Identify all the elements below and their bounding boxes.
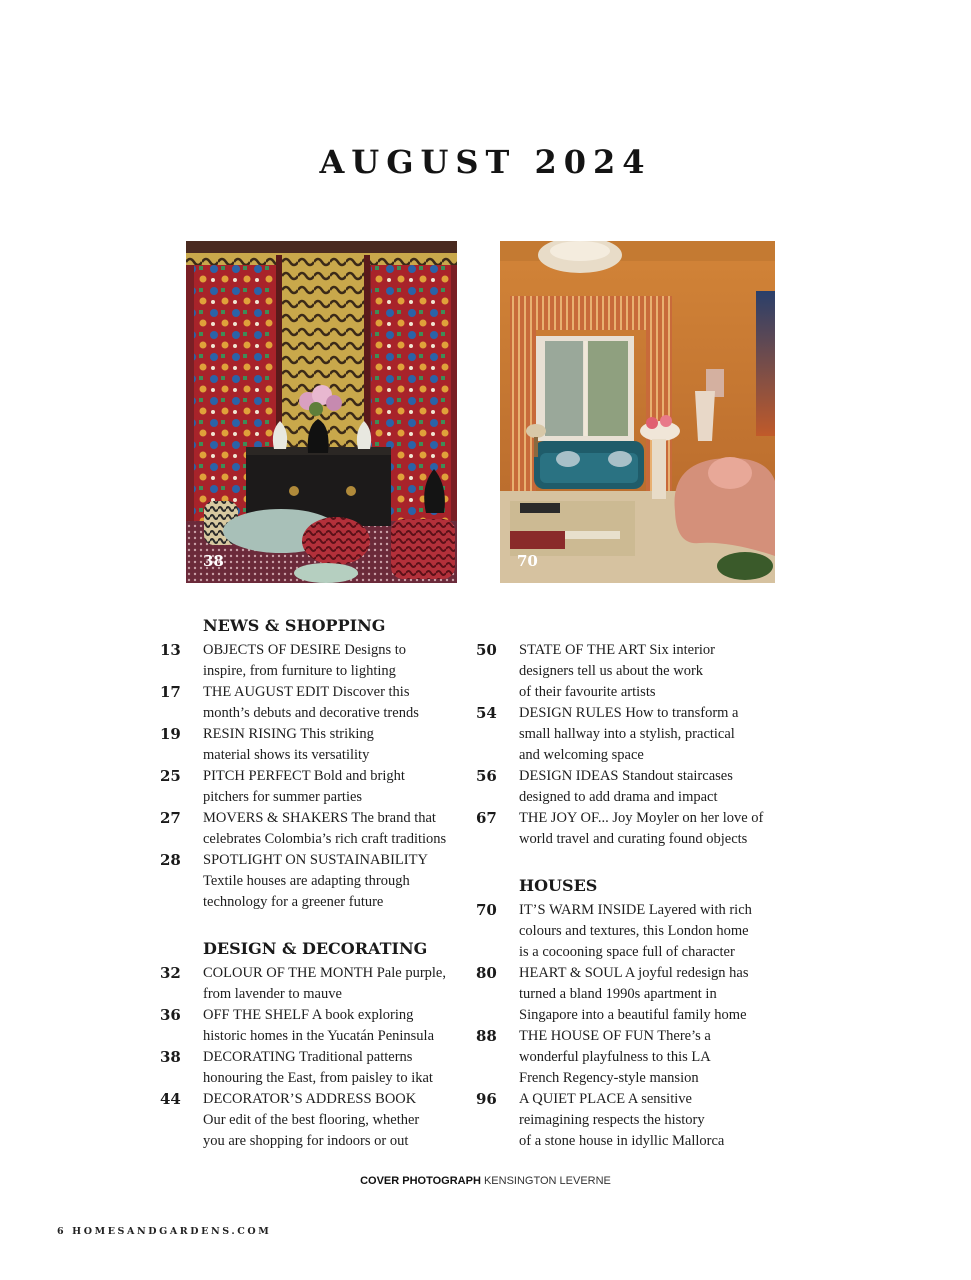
page-number: 28: [160, 851, 181, 869]
entry-description: [203, 640, 406, 682]
entry-line: of their favourite artists: [519, 684, 656, 700]
entry-description: [203, 1005, 434, 1047]
page-number: 50: [476, 641, 497, 659]
entry-line: inspire, from furniture to lighting: [203, 663, 396, 679]
page-number: 80: [476, 964, 497, 982]
contents-entry[interactable]: [160, 1089, 470, 1152]
entry-line: designed to add drama and impact: [519, 789, 718, 805]
interior-photo-warm-living-room-icon: [500, 241, 775, 583]
entry-line: DESIGN IDEAS Standout staircases: [519, 768, 733, 784]
page-number: 96: [476, 1090, 497, 1108]
entry-line: THE HOUSE OF FUN There’s a: [519, 1028, 711, 1044]
page-number: 36: [160, 1006, 181, 1024]
issue-title: AUGUST 2024: [319, 143, 652, 181]
entry-description: [519, 703, 739, 766]
entry-line: world travel and curating found objects: [519, 831, 748, 847]
section-heading: DESIGN & DECORATING: [203, 939, 428, 958]
entry-line: of a stone house in idyllic Mallorca: [519, 1133, 725, 1149]
entry-line: from lavender to mauve: [203, 986, 342, 1002]
section-heading: HOUSES: [519, 876, 598, 895]
folio-website[interactable]: HOMESANDGARDENS.COM: [72, 1226, 272, 1237]
contents-entry[interactable]: [476, 900, 796, 963]
contents-right-column: [476, 612, 796, 1152]
contents-left-column: [160, 612, 470, 1152]
contents-entry[interactable]: [160, 1047, 470, 1089]
entry-description: [519, 900, 752, 963]
page-number: 88: [476, 1027, 497, 1045]
entry-line: OBJECTS OF DESIRE Designs to: [203, 642, 407, 658]
contents-entry[interactable]: [476, 1026, 796, 1089]
page-number: 32: [160, 964, 181, 982]
contents-entry[interactable]: [160, 640, 470, 682]
contents-entry[interactable]: [476, 640, 796, 703]
contents-entry[interactable]: [160, 963, 470, 1005]
entry-line: DECORATOR’S ADDRESS BOOK: [203, 1091, 417, 1107]
entry-description: [203, 682, 419, 724]
contents-entry[interactable]: [160, 766, 470, 808]
column-spacer: [476, 612, 796, 640]
section-heading: NEWS & SHOPPING: [203, 616, 386, 635]
entry-line: COLOUR OF THE MONTH Pale purple,: [203, 965, 446, 981]
entry-line: SPOTLIGHT ON SUSTAINABILITY: [203, 852, 428, 868]
entry-description: [203, 850, 428, 913]
page-folio: [57, 1226, 271, 1237]
entry-line: STATE OF THE ART Six interior: [519, 642, 716, 658]
entry-line: material shows its versatility: [203, 747, 370, 763]
entry-line: MOVERS & SHAKERS The brand that: [203, 810, 436, 826]
entry-line: is a cocooning space full of character: [519, 944, 735, 960]
page-number: 70: [476, 901, 497, 919]
photo-page-number: 38: [203, 552, 224, 570]
entry-description: [519, 1089, 724, 1152]
entry-description: [203, 1047, 433, 1089]
entry-description: [519, 766, 733, 808]
entry-description: [203, 1089, 419, 1152]
credit-label: COVER PHOTOGRAPH: [360, 1175, 481, 1187]
entry-line: colours and textures, this London home: [519, 923, 749, 939]
page-number: 27: [160, 809, 181, 827]
page-number: 67: [476, 809, 497, 827]
cover-photo-credit: [0, 1175, 971, 1187]
contents-entry[interactable]: [160, 724, 470, 766]
entry-line: IT’S WARM INSIDE Layered with rich: [519, 902, 752, 918]
entry-line: celebrates Colombia’s rich craft traditions: [203, 831, 447, 847]
entry-description: [203, 766, 405, 808]
entry-description: [203, 963, 446, 1005]
entry-line: PITCH PERFECT Bold and bright: [203, 768, 405, 784]
contents-entry[interactable]: [476, 808, 796, 850]
entry-line: designers tell us about the work: [519, 663, 704, 679]
folio-page-number: 6: [57, 1226, 67, 1237]
feature-photo-decorating[interactable]: [186, 241, 457, 583]
entry-line: Singapore into a beautiful family home: [519, 1007, 747, 1023]
entry-line: Textile houses are adapting through: [203, 873, 410, 889]
page-number: 19: [160, 725, 181, 743]
entry-description: [519, 963, 749, 1026]
entry-line: reimagining respects the history: [519, 1112, 705, 1128]
contents-entry[interactable]: [160, 682, 470, 724]
contents-entry[interactable]: [476, 703, 796, 766]
page-number: 38: [160, 1048, 181, 1066]
entry-line: DECORATING Traditional patterns: [203, 1049, 413, 1065]
page-number: 17: [160, 683, 181, 701]
entry-line: pitchers for summer parties: [203, 789, 363, 805]
entry-line: THE JOY OF... Joy Moyler on her love of: [519, 810, 764, 826]
contents-entry[interactable]: [476, 1089, 796, 1152]
entry-line: HEART & SOUL A joyful redesign has: [519, 965, 749, 981]
contents-entry[interactable]: [476, 963, 796, 1026]
contents-entry[interactable]: [160, 808, 470, 850]
entry-line: and welcoming space: [519, 747, 644, 763]
entry-line: THE AUGUST EDIT Discover this: [203, 684, 410, 700]
entry-line: DESIGN RULES How to transform a: [519, 705, 739, 721]
page-number: 25: [160, 767, 181, 785]
entry-line: Our edit of the best flooring, whether: [203, 1112, 420, 1128]
entry-line: French Regency-style mansion: [519, 1070, 699, 1086]
contents-entry[interactable]: [476, 766, 796, 808]
entry-line: month’s debuts and decorative trends: [203, 705, 419, 721]
page-number: 54: [476, 704, 497, 722]
entry-line: A QUIET PLACE A sensitive: [519, 1091, 692, 1107]
entry-line: you are shopping for indoors or out: [203, 1133, 409, 1149]
page-number: 13: [160, 641, 181, 659]
entry-description: [519, 1026, 711, 1089]
feature-photo-houses[interactable]: [500, 241, 775, 583]
contents-entry[interactable]: [160, 850, 470, 913]
entry-line: small hallway into a stylish, practical: [519, 726, 735, 742]
interior-photo-patterned-room-icon: [186, 241, 457, 583]
page-number: 44: [160, 1090, 181, 1108]
credit-name: KENSINGTON LEVERNE: [483, 1175, 611, 1187]
entry-line: honouring the East, from paisley to ikat: [203, 1070, 433, 1086]
entry-description: [519, 808, 763, 850]
entry-line: OFF THE SHELF A book exploring: [203, 1007, 414, 1023]
entry-description: [519, 640, 715, 703]
entry-line: RESIN RISING This striking: [203, 726, 374, 742]
entry-description: [203, 808, 446, 850]
contents-entry[interactable]: [160, 1005, 470, 1047]
entry-line: turned a bland 1990s apartment in: [519, 986, 717, 1002]
entry-line: technology for a greener future: [203, 894, 384, 910]
photo-page-number: 70: [517, 552, 538, 570]
entry-line: wonderful playfulness to this LA: [519, 1049, 711, 1065]
entry-description: [203, 724, 374, 766]
page-number: 56: [476, 767, 497, 785]
entry-line: historic homes in the Yucatán Peninsula: [203, 1028, 435, 1044]
